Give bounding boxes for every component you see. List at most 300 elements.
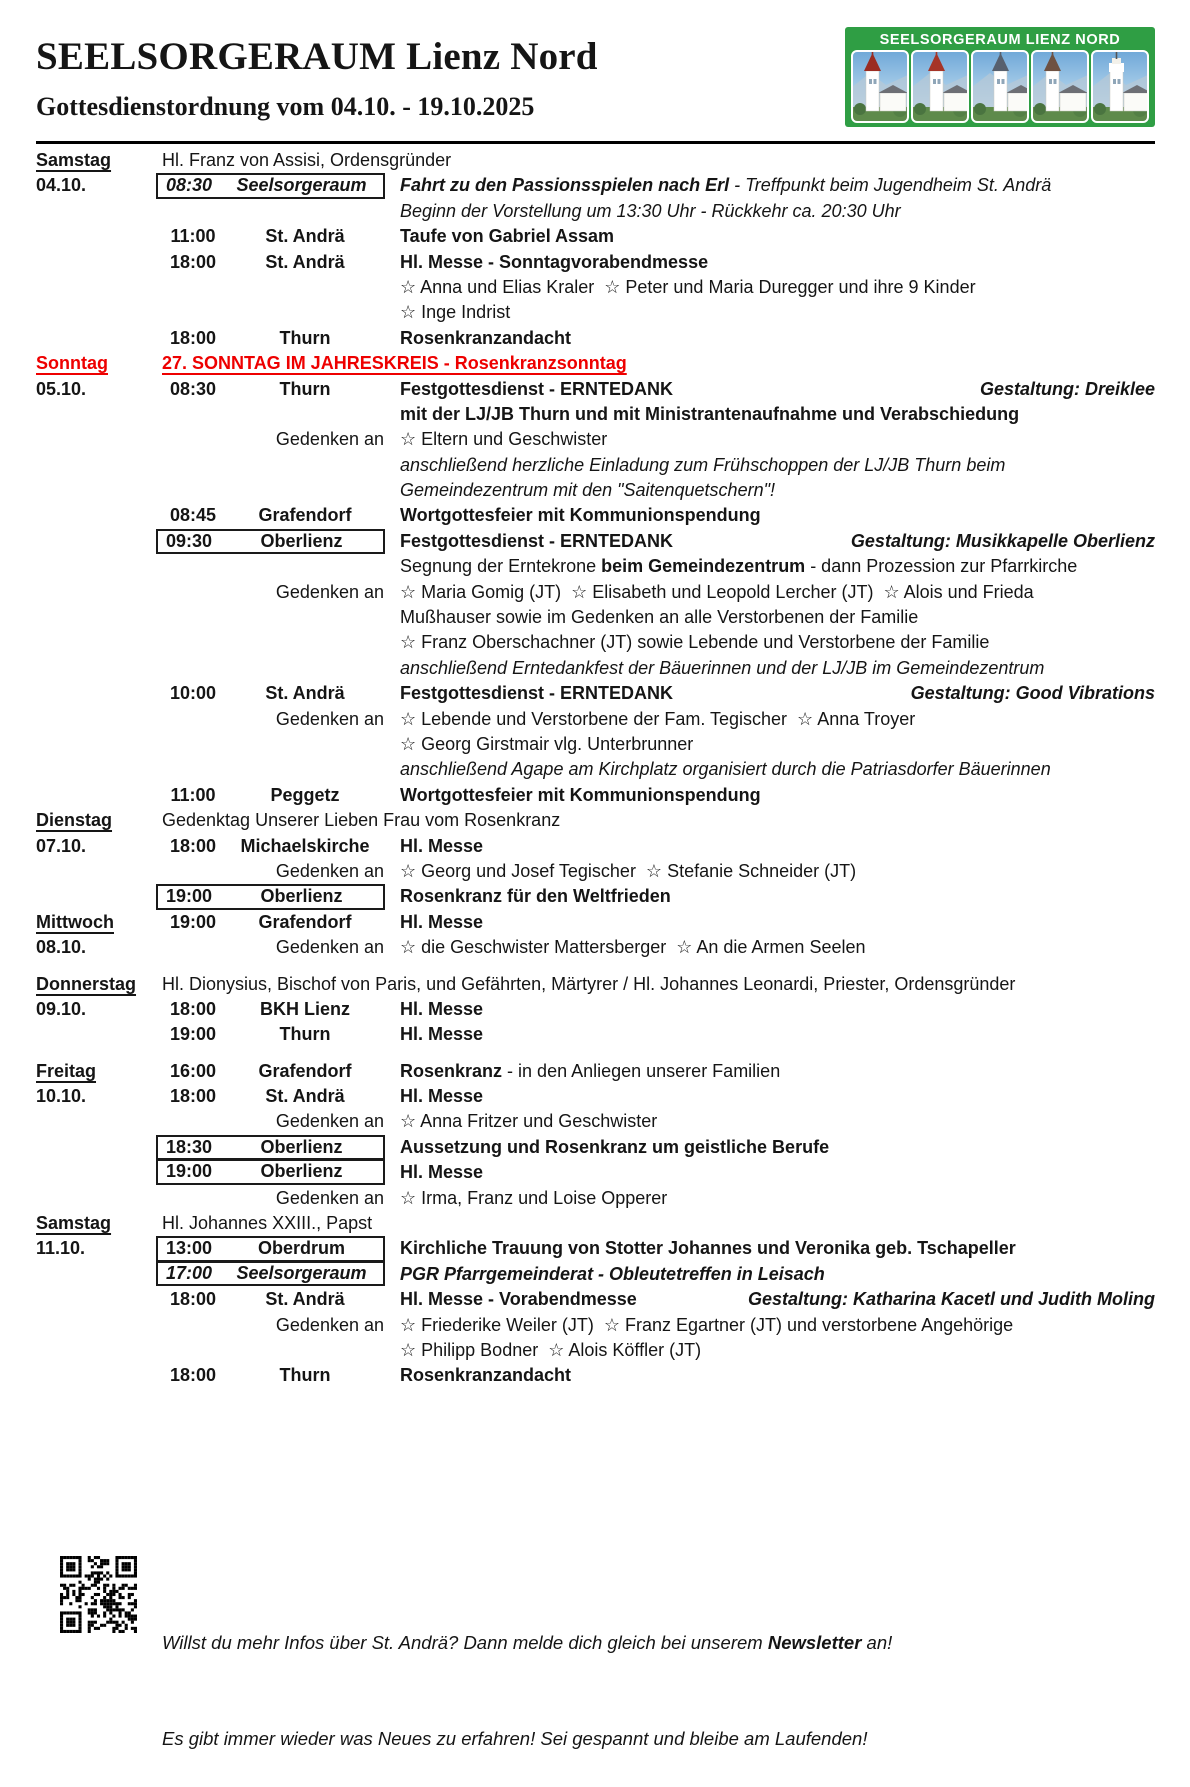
day-date-cell xyxy=(36,427,162,452)
gedenken-label: Gedenken an xyxy=(275,1187,384,1208)
time-place-cell xyxy=(162,1313,386,1338)
event-time: 08:30 xyxy=(165,175,213,196)
logo xyxy=(845,27,1155,127)
event-time: 18:00 xyxy=(169,327,217,348)
day-date-cell xyxy=(36,275,162,300)
time-place-cell xyxy=(162,224,386,249)
day-date-cell xyxy=(36,402,162,427)
day-header xyxy=(162,351,1155,376)
time-place-cell xyxy=(162,935,386,960)
text-segment: Segnung der Erntekrone xyxy=(400,556,602,577)
schedule-row xyxy=(36,1262,1155,1287)
schedule-row xyxy=(36,834,1155,859)
schedule-row xyxy=(36,1338,1155,1363)
event-description xyxy=(386,997,1155,1022)
schedule-row xyxy=(36,707,1155,732)
text-segment: Hl. Messe xyxy=(400,1024,484,1045)
schedule-row xyxy=(36,529,1155,554)
gedenken-label: Gedenken an xyxy=(275,708,384,729)
gestaltung-note: Gestaltung: Good Vibrations xyxy=(910,683,1155,704)
day-date-cell xyxy=(36,1313,162,1338)
text-segment: Beginn der Vorstellung um 13:30 Uhr - Rückkehr ca. 20:30 Uhr xyxy=(400,200,901,221)
time-place-cell xyxy=(162,1022,386,1047)
date-label: 07.10. xyxy=(36,835,87,856)
day-date-cell xyxy=(36,377,162,402)
event-place: Seelsorgeraum xyxy=(236,175,367,196)
text-segment: Hl. Messe - Sonntagvorabendmesse xyxy=(400,251,709,272)
event-place: Thurn xyxy=(279,378,331,399)
time-place-cell xyxy=(162,326,386,351)
day-date-cell xyxy=(36,732,162,757)
event-description xyxy=(386,503,1155,528)
text-segment: Rosenkranzandacht xyxy=(400,327,572,348)
event-description xyxy=(386,935,1155,960)
event-description xyxy=(386,300,1155,325)
gedenken-label: Gedenken an xyxy=(275,937,384,958)
event-time: 18:00 xyxy=(169,1086,217,1107)
event-time: 11:00 xyxy=(170,784,216,805)
schedule-row xyxy=(36,1084,1155,1109)
time-place-cell xyxy=(162,1363,386,1388)
schedule-row xyxy=(36,224,1155,249)
event-description xyxy=(386,326,1155,351)
schedule-row xyxy=(36,1186,1155,1211)
event-time: 09:30 xyxy=(165,530,213,551)
event-place: Grafendorf xyxy=(258,1060,352,1081)
text-segment: Hl. Messe xyxy=(400,998,484,1019)
event-description xyxy=(386,478,1155,503)
schedule-row xyxy=(36,1313,1155,1338)
text-segment: ☆ Georg und Josef Tegischer ☆ Stefanie Schneider (JT) xyxy=(400,860,857,881)
day-date-cell xyxy=(36,173,162,198)
text-segment: Hl. Messe xyxy=(400,911,484,932)
day-date-cell xyxy=(36,757,162,782)
day-date-cell xyxy=(36,630,162,655)
day-date-cell xyxy=(36,224,162,249)
event-description xyxy=(386,554,1155,579)
event-description xyxy=(386,1059,1155,1084)
text-segment: Fahrt zu den Passionsspielen nach Erl xyxy=(400,175,730,196)
event-time: 18:00 xyxy=(169,998,217,1019)
time-place-cell xyxy=(162,1059,386,1084)
footer-line1-post: an! xyxy=(861,1632,893,1653)
day-date-cell xyxy=(36,250,162,275)
event-place: St. Andrä xyxy=(265,1086,345,1107)
text-segment: Aussetzung und Rosenkranz um geistliche Berufe xyxy=(400,1136,830,1157)
text-segment: Wortgottesfeier mit Kommunionspendung xyxy=(400,505,761,526)
schedule-row xyxy=(36,808,1155,833)
event-time: 16:00 xyxy=(169,1060,217,1081)
text-segment: - Treffpunkt beim Jugendheim St. Andrä xyxy=(729,175,1052,196)
event-time: 18:00 xyxy=(169,1365,217,1386)
text-segment: Gedenktag Unserer Lieben Frau vom Rosenkranz xyxy=(162,810,561,831)
day-date-cell xyxy=(36,580,162,605)
day-date-cell xyxy=(36,972,162,997)
schedule-row xyxy=(36,427,1155,452)
text-segment: - in den Anliegen unserer Familien xyxy=(502,1060,781,1081)
event-description xyxy=(386,1262,1155,1287)
schedule-row xyxy=(36,453,1155,478)
time-place-cell xyxy=(162,910,386,935)
schedule-row xyxy=(36,1135,1155,1160)
text-segment: ☆ die Geschwister Mattersberger ☆ An die Armen Seelen xyxy=(400,937,866,958)
footer-line-1 xyxy=(162,1627,892,1659)
day-date-cell xyxy=(36,834,162,859)
event-time: 13:00 xyxy=(165,1238,213,1259)
event-place: St. Andrä xyxy=(265,683,345,704)
event-time: 18:00 xyxy=(169,251,217,272)
event-time: 08:45 xyxy=(169,505,217,526)
day-date-cell xyxy=(36,300,162,325)
gestaltung-note: Gestaltung: Dreiklee xyxy=(979,378,1155,399)
time-place-cell xyxy=(162,859,386,884)
event-description xyxy=(386,402,1155,427)
schedule-row xyxy=(36,605,1155,630)
event-description xyxy=(386,199,1155,224)
schedule-row xyxy=(36,580,1155,605)
text-segment: Hl. Messe xyxy=(400,1086,484,1107)
text-segment: mit der LJ/JB Thurn und mit Ministrantenaufnahme und Verabschiedung xyxy=(400,403,1020,424)
qr-code xyxy=(60,1556,137,1633)
text-segment: Kirchliche Trauung von Stotter Johannes und Veronika geb. Tschapeller xyxy=(400,1238,1016,1259)
text-segment: Mußhauser sowie im Gedenken an alle Verstorbenen der Familie xyxy=(400,607,919,628)
event-place: Peggetz xyxy=(270,784,340,805)
event-description xyxy=(386,1313,1155,1338)
time-place-cell xyxy=(162,1084,386,1109)
gedenken-label: Gedenken an xyxy=(275,1111,384,1132)
time-place-cell xyxy=(162,1287,386,1312)
event-description xyxy=(386,1109,1155,1134)
text-segment: anschließend herzliche Einladung zum Frühschoppen der LJ/JB Thurn beim xyxy=(400,454,1006,475)
time-place-cell xyxy=(162,783,386,808)
day-label: Mittwoch xyxy=(36,911,114,932)
day-date-cell xyxy=(36,1160,162,1185)
event-place: Michaelskirche xyxy=(240,835,370,856)
schedule-row xyxy=(36,1363,1155,1388)
event-description xyxy=(386,275,1155,300)
time-place-cell xyxy=(162,250,386,275)
time-place-cell xyxy=(162,275,386,300)
schedule-row xyxy=(36,1211,1155,1236)
event-description xyxy=(386,757,1155,782)
day-label: Freitag xyxy=(36,1060,97,1081)
schedule-row xyxy=(36,402,1155,427)
church-photos xyxy=(852,48,1152,122)
event-description xyxy=(386,1363,1155,1388)
day-date-cell xyxy=(36,997,162,1022)
text-segment: Taufe von Gabriel Assam xyxy=(400,226,615,247)
event-time: 18:30 xyxy=(165,1136,213,1157)
event-description xyxy=(386,681,1155,706)
event-time: 17:00 xyxy=(165,1262,213,1283)
time-place-cell xyxy=(156,1135,385,1160)
schedule-row xyxy=(36,1287,1155,1312)
date-label: 08.10. xyxy=(36,937,87,958)
event-place: St. Andrä xyxy=(265,1289,345,1310)
schedule-row xyxy=(36,300,1155,325)
day-date-cell xyxy=(36,1186,162,1211)
text-segment: Festgottesdienst - ERNTEDANK xyxy=(400,378,674,399)
day-date-cell xyxy=(36,1236,162,1261)
schedule-row xyxy=(36,732,1155,757)
time-place-cell xyxy=(162,503,386,528)
day-date-cell xyxy=(36,529,162,554)
event-place: Oberlienz xyxy=(260,530,343,551)
day-header xyxy=(162,808,1155,833)
time-place-cell xyxy=(162,997,386,1022)
time-place-cell xyxy=(156,529,385,554)
event-description xyxy=(386,529,1155,554)
text-segment: anschließend Erntedankfest der Bäuerinnen und der LJ/JB im Gemeindezentrum xyxy=(400,657,1045,678)
date-label: 10.10. xyxy=(36,1086,87,1107)
day-date-cell xyxy=(36,478,162,503)
text-segment: ☆ Franz Oberschachner (JT) sowie Lebende und Verstorbene der Familie xyxy=(400,632,990,653)
schedule xyxy=(36,148,1155,1389)
time-place-cell xyxy=(162,1186,386,1211)
text-segment: ☆ Lebende und Verstorbene der Fam. Tegischer ☆ Anna Troyer xyxy=(400,708,916,729)
event-place: Oberlienz xyxy=(260,886,343,907)
date-label: 11.10. xyxy=(36,1238,86,1259)
time-place-cell xyxy=(156,1236,385,1261)
footer-line-2: Es gibt immer wieder was Neues zu erfahren! Sei gespannt und bleibe am Laufenden! xyxy=(162,1728,868,1749)
time-place-cell xyxy=(156,1159,385,1184)
event-description xyxy=(386,224,1155,249)
event-description xyxy=(386,605,1155,630)
event-description xyxy=(386,1084,1155,1109)
schedule-row xyxy=(36,656,1155,681)
day-date-cell xyxy=(36,1135,162,1160)
text-segment: 27. SONNTAG IM JAHRESKREIS - Rosenkranzsonntag xyxy=(162,353,627,374)
time-place-cell xyxy=(156,884,385,909)
day-date-cell xyxy=(36,1022,162,1047)
time-place-cell xyxy=(162,580,386,605)
event-time: 19:00 xyxy=(169,911,217,932)
day-date-cell xyxy=(36,681,162,706)
day-date-cell xyxy=(36,910,162,935)
text-segment: Hl. Messe - Vorabendmesse xyxy=(400,1289,637,1310)
event-time: 18:00 xyxy=(169,835,217,856)
schedule-row xyxy=(36,326,1155,351)
gedenken-label: Gedenken an xyxy=(275,1314,384,1335)
day-label: Samstag xyxy=(36,150,112,170)
schedule-row xyxy=(36,199,1155,224)
page-title: SEELSORGERAUM Lienz Nord xyxy=(36,35,598,78)
schedule-row xyxy=(36,997,1155,1022)
text-segment: - dann Prozession zur Pfarrkirche xyxy=(805,556,1078,577)
schedule-row xyxy=(36,783,1155,808)
event-place: Seelsorgeraum xyxy=(236,1262,367,1283)
schedule-row xyxy=(36,972,1155,997)
event-description xyxy=(386,859,1155,884)
text-segment: ☆ Inge Indrist xyxy=(400,302,511,323)
event-time: 11:00 xyxy=(170,226,216,247)
day-date-cell xyxy=(36,884,162,909)
day-date-cell xyxy=(36,605,162,630)
event-description xyxy=(386,783,1155,808)
time-place-cell xyxy=(162,199,386,224)
text-segment: Rosenkranz für den Weltfrieden xyxy=(400,886,671,907)
time-place-cell xyxy=(162,681,386,706)
day-label: Dienstag xyxy=(36,810,113,831)
logo-banner-text: SEELSORGERAUM LIENZ NORD xyxy=(879,32,1121,48)
day-date-cell xyxy=(36,935,162,960)
event-description xyxy=(386,453,1155,478)
day-label: Donnerstag xyxy=(36,973,137,994)
time-place-cell xyxy=(162,402,386,427)
time-place-cell xyxy=(162,554,386,579)
time-place-cell xyxy=(162,478,386,503)
day-date-cell xyxy=(36,326,162,351)
day-header xyxy=(162,148,1155,173)
text-segment: ☆ Anna und Elias Kraler ☆ Peter und Maria Duregger und ihre 9 Kinder xyxy=(400,276,976,297)
event-description xyxy=(386,630,1155,655)
time-place-cell xyxy=(156,1261,385,1286)
time-place-cell xyxy=(162,453,386,478)
day-date-cell xyxy=(36,859,162,884)
day-date-cell xyxy=(36,199,162,224)
text-segment: Hl. Johannes XXIII., Papst xyxy=(162,1213,373,1234)
event-time: 19:00 xyxy=(165,886,213,907)
time-place-cell xyxy=(162,1109,386,1134)
schedule-row xyxy=(36,681,1155,706)
day-label: Samstag xyxy=(36,1213,112,1234)
text-segment: ☆ Anna Fritzer und Geschwister xyxy=(400,1111,658,1132)
schedule-row xyxy=(36,554,1155,579)
event-description xyxy=(386,377,1155,402)
event-description xyxy=(386,1160,1155,1185)
day-date-cell xyxy=(36,148,162,173)
day-date-cell xyxy=(36,1338,162,1363)
schedule-row xyxy=(36,884,1155,909)
day-date-cell xyxy=(36,1059,162,1084)
text-segment: PGR Pfarrgemeinderat - Obleutetreffen in Leisach xyxy=(400,1263,825,1284)
time-place-cell xyxy=(162,427,386,452)
schedule-row xyxy=(36,377,1155,402)
text-segment: ☆ Philipp Bodner ☆ Alois Köffler (JT) xyxy=(400,1339,702,1360)
text-segment: Hl. Dionysius, Bischof von Paris, und Gefährten, Märtyrer / Hl. Johannes Leonardi, Priester, Ordensgründer xyxy=(162,973,1016,994)
event-description xyxy=(386,580,1155,605)
day-date-cell xyxy=(36,1262,162,1287)
day-date-cell xyxy=(36,1211,162,1236)
schedule-row xyxy=(36,630,1155,655)
gedenken-label: Gedenken an xyxy=(275,429,384,450)
event-description xyxy=(386,250,1155,275)
schedule-row xyxy=(36,148,1155,173)
schedule-row xyxy=(36,1059,1155,1084)
day-date-cell xyxy=(36,783,162,808)
event-place: Thurn xyxy=(279,1024,331,1045)
gestaltung-note: Gestaltung: Musikkapelle Oberlienz xyxy=(850,530,1155,551)
event-description xyxy=(386,1022,1155,1047)
day-date-cell xyxy=(36,554,162,579)
time-place-cell xyxy=(162,656,386,681)
event-time: 10:00 xyxy=(169,683,217,704)
event-time: 08:30 xyxy=(169,378,217,399)
time-place-cell xyxy=(162,834,386,859)
time-place-cell xyxy=(162,707,386,732)
time-place-cell xyxy=(162,300,386,325)
event-place: Grafendorf xyxy=(258,505,352,526)
schedule-row xyxy=(36,173,1155,198)
day-date-cell xyxy=(36,1363,162,1388)
text-segment: Hl. Messe xyxy=(400,835,484,856)
event-place: BKH Lienz xyxy=(260,998,350,1019)
event-description xyxy=(386,732,1155,757)
event-description xyxy=(386,173,1155,198)
schedule-row xyxy=(36,1109,1155,1134)
time-place-cell xyxy=(162,605,386,630)
event-description xyxy=(386,1186,1155,1211)
event-description xyxy=(386,1338,1155,1363)
date-label: 04.10. xyxy=(36,175,87,196)
event-description xyxy=(386,834,1155,859)
event-description xyxy=(386,1236,1155,1261)
day-header xyxy=(162,972,1155,997)
event-place: Thurn xyxy=(279,1365,331,1386)
time-place-cell xyxy=(162,630,386,655)
schedule-row xyxy=(36,910,1155,935)
text-segment: Wortgottesfeier mit Kommunionspendung xyxy=(400,784,761,805)
footer-note xyxy=(162,1563,892,1787)
date-label: 09.10. xyxy=(36,998,87,1019)
schedule-row xyxy=(36,1022,1155,1047)
time-place-cell xyxy=(162,377,386,402)
schedule-row xyxy=(36,859,1155,884)
gedenken-label: Gedenken an xyxy=(275,581,384,602)
day-date-cell xyxy=(36,351,162,376)
text-segment: Hl. Franz von Assisi, Ordensgründer xyxy=(162,150,452,170)
schedule-row xyxy=(36,275,1155,300)
event-place: Oberdrum xyxy=(257,1238,345,1259)
schedule-row xyxy=(36,351,1155,376)
page-subtitle: Gottesdienstordnung vom 04.10. - 19.10.2025 xyxy=(36,92,535,121)
text-segment: ☆ Eltern und Geschwister xyxy=(400,429,608,450)
event-time: 18:00 xyxy=(169,1289,217,1310)
day-date-cell xyxy=(36,808,162,833)
event-place: Oberlienz xyxy=(260,1161,343,1182)
text-segment: ☆ Maria Gomig (JT) ☆ Elisabeth und Leopold Lercher (JT) ☆ Alois und Frieda xyxy=(400,581,1034,602)
event-description xyxy=(386,1135,1155,1160)
event-description xyxy=(386,707,1155,732)
time-place-cell xyxy=(162,732,386,757)
event-description xyxy=(386,910,1155,935)
schedule-row xyxy=(36,250,1155,275)
header-divider xyxy=(36,141,1155,144)
event-place: Oberlienz xyxy=(260,1136,343,1157)
event-place: St. Andrä xyxy=(265,226,345,247)
schedule-row xyxy=(36,757,1155,782)
time-place-cell xyxy=(162,1338,386,1363)
schedule-row xyxy=(36,478,1155,503)
gestaltung-note: Gestaltung: Katharina Kacetl und Judith Moling xyxy=(747,1289,1155,1310)
text-segment: ☆ Irma, Franz und Loise Opperer xyxy=(400,1187,668,1208)
text-segment: Hl. Messe xyxy=(400,1162,484,1183)
day-date-cell xyxy=(36,453,162,478)
schedule-row xyxy=(36,935,1155,960)
day-date-cell xyxy=(36,656,162,681)
text-segment: Gemeindezentrum mit den "Saitenquetschern"! xyxy=(400,480,775,501)
event-place: Thurn xyxy=(279,327,331,348)
schedule-row xyxy=(36,1160,1155,1185)
event-time: 19:00 xyxy=(169,1024,217,1045)
footer-newsletter-label: Newsletter xyxy=(767,1632,862,1653)
day-date-cell xyxy=(36,1109,162,1134)
event-description xyxy=(386,884,1155,909)
day-header xyxy=(162,1211,1155,1236)
text-segment: ☆ Georg Girstmair vlg. Unterbrunner xyxy=(400,733,694,754)
day-label: Sonntag xyxy=(36,353,108,374)
time-place-cell xyxy=(162,757,386,782)
